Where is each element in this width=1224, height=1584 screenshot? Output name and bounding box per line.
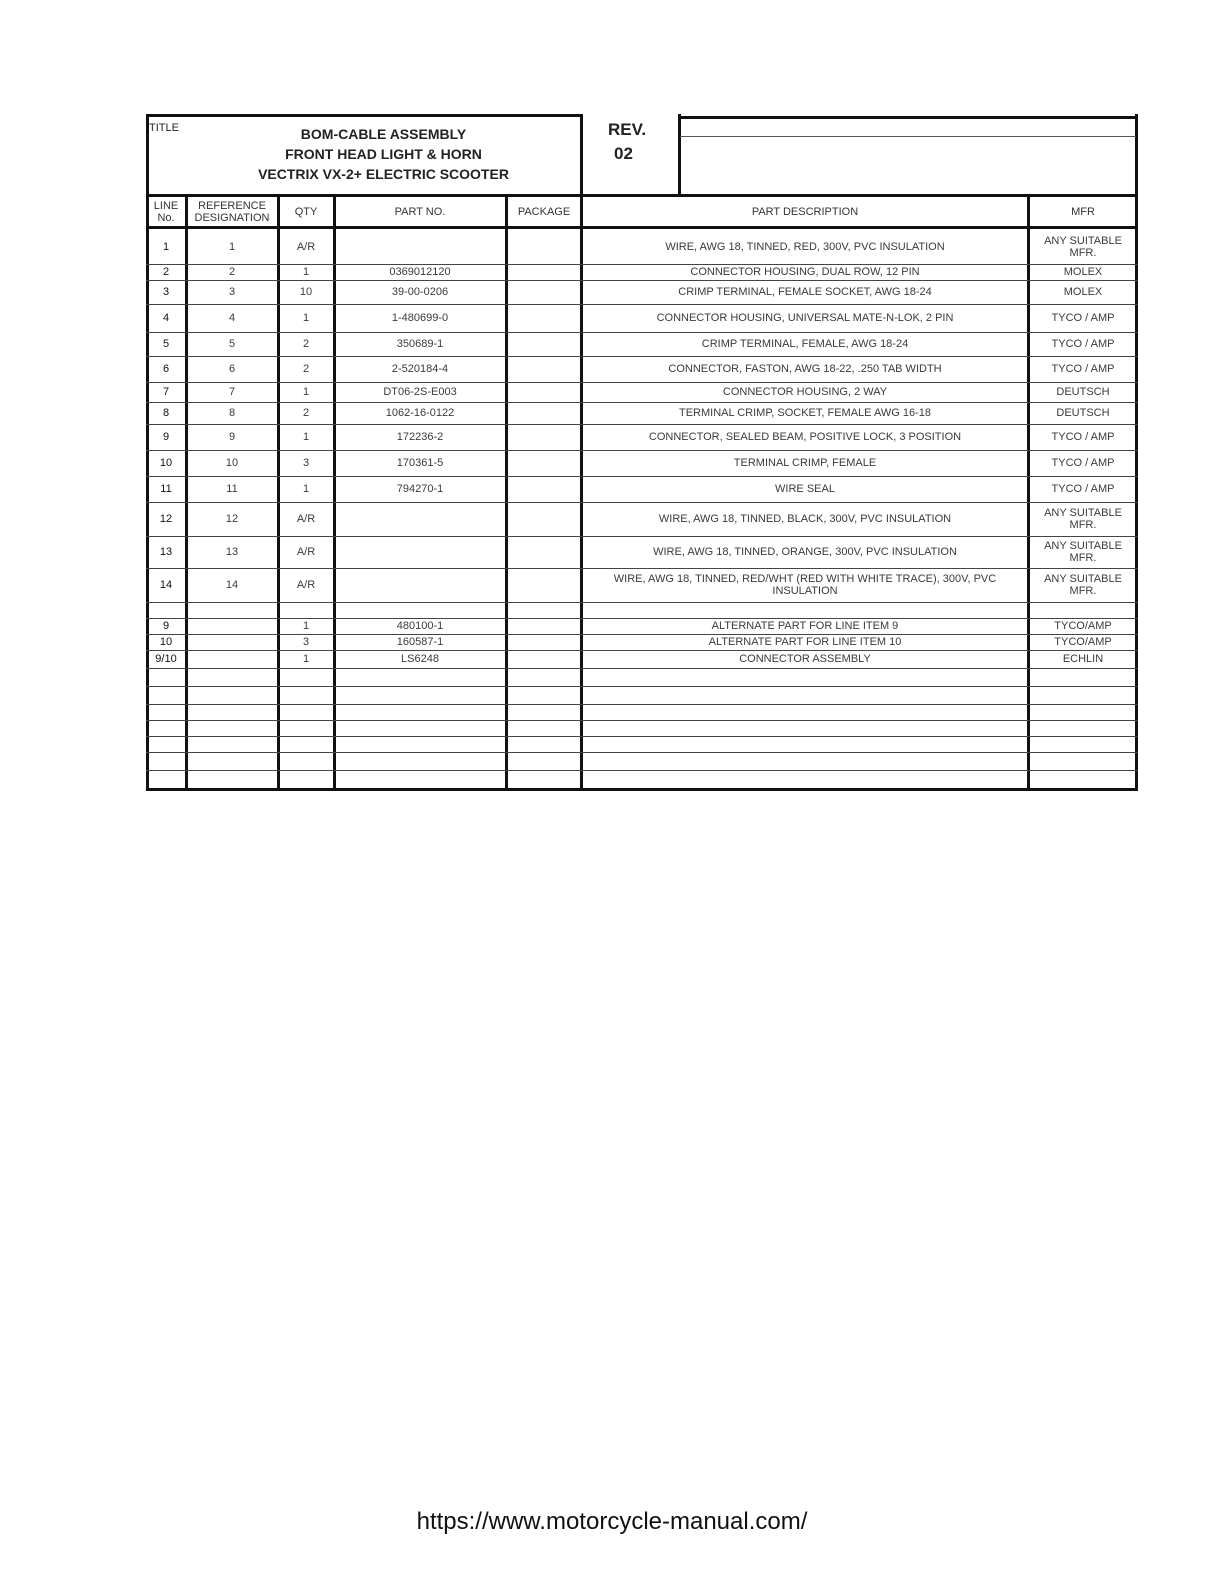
header-package: PACKAGE bbox=[517, 206, 571, 218]
table-cell-ref: 11 bbox=[226, 483, 238, 495]
header-part-no: PART NO. bbox=[394, 206, 446, 218]
table-cell-desc: CONNECTOR HOUSING, 2 WAY bbox=[722, 386, 888, 398]
table-cell-desc: CRIMP TERMINAL, FEMALE SOCKET, AWG 18-24 bbox=[678, 286, 932, 298]
table-cell-line: 1 bbox=[162, 241, 170, 253]
table-cell-part: 39-00-0206 bbox=[391, 286, 449, 298]
title-line-2: FRONT HEAD LIGHT & HORN bbox=[285, 146, 482, 162]
table-cell-line: 2 bbox=[162, 266, 170, 278]
table-cell-pkg bbox=[506, 264, 582, 280]
table-cell-desc bbox=[582, 602, 1028, 618]
table-cell-part: 1-480699-0 bbox=[391, 312, 449, 324]
title-label: TITLE bbox=[149, 122, 179, 134]
table-cell-qty: 1 bbox=[302, 620, 310, 632]
table-cell-desc: CRIMP TERMINAL, FEMALE, AWG 18-24 bbox=[701, 338, 909, 350]
table-cell-qty: A/R bbox=[296, 579, 316, 591]
grid-line bbox=[146, 686, 1138, 687]
table-cell-desc: CONNECTOR ASSEMBLY bbox=[739, 653, 871, 665]
table-cell-ref: 1 bbox=[228, 241, 236, 253]
grid-line bbox=[146, 720, 1138, 721]
table-cell-mfr: ECHLIN bbox=[1062, 653, 1104, 665]
table-cell-ref: 10 bbox=[225, 457, 239, 469]
table-cell-part: 172236-2 bbox=[396, 431, 444, 443]
table-cell-mfr: ANY SUITABLE MFR. bbox=[1044, 573, 1122, 597]
grid-line bbox=[146, 194, 1138, 197]
grid-line bbox=[146, 788, 1138, 791]
table-cell-desc: ALTERNATE PART FOR LINE ITEM 9 bbox=[711, 620, 899, 632]
table-cell-ref: 12 bbox=[225, 513, 239, 525]
table-cell-part: DT06-2S-E003 bbox=[383, 386, 457, 398]
grid-line bbox=[146, 402, 1138, 403]
table-cell-mfr bbox=[1028, 602, 1138, 618]
table-cell-desc: CONNECTOR, FASTON, AWG 18-22, .250 TAB WIDTH bbox=[668, 363, 942, 375]
table-cell-ref bbox=[186, 650, 278, 668]
document-title bbox=[206, 124, 561, 184]
grid-line bbox=[146, 382, 1138, 383]
table-cell-line: 12 bbox=[159, 513, 173, 525]
table-cell-line: 4 bbox=[162, 312, 170, 324]
table-cell-mfr: MOLEX bbox=[1063, 266, 1103, 278]
table-cell-part: LS6248 bbox=[401, 653, 439, 665]
footer-url[interactable]: https://www.motorcycle-manual.com/ bbox=[416, 1508, 808, 1535]
table-cell-ref: 8 bbox=[228, 407, 236, 419]
table-cell-pkg bbox=[506, 450, 582, 476]
table-cell-line: 8 bbox=[162, 407, 170, 419]
title-line-1: BOM-CABLE ASSEMBLY bbox=[300, 126, 467, 142]
grid-line bbox=[505, 194, 508, 790]
table-cell-mfr: TYCO / AMP bbox=[1051, 483, 1115, 495]
table-cell-desc: ALTERNATE PART FOR LINE ITEM 10 bbox=[708, 636, 902, 648]
table-cell-desc: WIRE, AWG 18, TINNED, ORANGE, 300V, PVC INSULATION bbox=[653, 546, 957, 558]
table-cell-pkg bbox=[506, 304, 582, 332]
table-cell-ref bbox=[186, 634, 278, 650]
table-cell-qty: 1 bbox=[302, 386, 310, 398]
table-cell-mfr: TYCO / AMP bbox=[1051, 338, 1115, 350]
rev-value: 02 bbox=[614, 144, 633, 163]
grid-line bbox=[146, 634, 1138, 635]
grid-line bbox=[146, 304, 1138, 305]
grid-line bbox=[146, 332, 1138, 333]
table-cell-qty: 1 bbox=[302, 312, 310, 324]
table-cell-pkg bbox=[506, 382, 582, 402]
table-cell-mfr: ANY SUITABLE MFR. bbox=[1044, 235, 1122, 259]
grid-line bbox=[146, 114, 582, 117]
table-cell-desc: WIRE, AWG 18, TINNED, RED/WHT (RED WITH WHITE TRACE), 300V, PVC INSULATION bbox=[613, 573, 997, 597]
table-cell-mfr: ANY SUITABLE MFR. bbox=[1044, 507, 1122, 531]
table-cell-desc: CONNECTOR HOUSING, UNIVERSAL MATE-N-LOK, 2 PIN bbox=[656, 312, 954, 324]
table-cell-part bbox=[334, 536, 506, 568]
table-cell-part: 160587-1 bbox=[396, 636, 444, 648]
table-cell-ref: 9 bbox=[228, 431, 236, 443]
table-cell-line: 11 bbox=[160, 483, 172, 495]
table-cell-line: 13 bbox=[159, 546, 173, 558]
grid-line bbox=[146, 568, 1138, 569]
table-cell-qty: 1 bbox=[302, 653, 310, 665]
table-cell-pkg bbox=[506, 634, 582, 650]
grid-line bbox=[277, 194, 280, 790]
grid-line bbox=[146, 770, 1138, 771]
table-cell-line: 5 bbox=[162, 338, 170, 350]
table-cell-line bbox=[146, 602, 186, 618]
table-cell-pkg bbox=[506, 568, 582, 602]
table-cell-line: 7 bbox=[162, 386, 170, 398]
table-cell-qty: 1 bbox=[302, 431, 310, 443]
table-cell-mfr: TYCO / AMP bbox=[1051, 363, 1115, 375]
table-cell-mfr: TYCO / AMP bbox=[1051, 312, 1115, 324]
table-cell-line: 9/10 bbox=[155, 653, 177, 665]
grid-line bbox=[678, 114, 681, 194]
table-cell-pkg bbox=[506, 280, 582, 304]
grid-line bbox=[580, 114, 583, 791]
table-cell-part bbox=[334, 568, 506, 602]
table-cell-part bbox=[334, 502, 506, 536]
table-cell-pkg bbox=[506, 424, 582, 450]
grid-line bbox=[146, 650, 1138, 651]
table-cell-part: 170361-5 bbox=[396, 457, 444, 469]
table-cell-qty: 2 bbox=[302, 363, 310, 375]
grid-line bbox=[146, 356, 1138, 357]
grid-line bbox=[146, 668, 1138, 669]
grid-line bbox=[680, 116, 1138, 119]
table-cell-part: 794270-1 bbox=[396, 483, 444, 495]
table-cell-desc: CONNECTOR, SEALED BEAM, POSITIVE LOCK, 3 POSITION bbox=[648, 431, 962, 443]
table-cell-line: 3 bbox=[162, 286, 170, 298]
table-cell-desc: TERMINAL CRIMP, SOCKET, FEMALE AWG 16-18 bbox=[678, 407, 932, 419]
table-cell-mfr: TYCO / AMP bbox=[1051, 431, 1115, 443]
grid-line bbox=[333, 194, 336, 790]
table-cell-mfr: TYCO/AMP bbox=[1054, 636, 1112, 648]
header-line: LINE No. bbox=[153, 200, 179, 224]
table-cell-mfr: DEUTSCH bbox=[1056, 407, 1110, 419]
table-cell-mfr: ANY SUITABLE MFR. bbox=[1044, 540, 1122, 564]
table-cell-pkg bbox=[506, 332, 582, 356]
table-cell-desc: WIRE SEAL bbox=[775, 483, 835, 495]
table-cell-qty: 3 bbox=[302, 457, 310, 469]
table-cell-ref: 6 bbox=[228, 363, 236, 375]
table-cell-qty: 1 bbox=[302, 483, 310, 495]
table-cell-part bbox=[334, 230, 506, 264]
table-cell-ref: 5 bbox=[228, 338, 236, 350]
grid-line bbox=[146, 280, 1138, 281]
table-cell-ref bbox=[186, 602, 278, 618]
table-cell-pkg bbox=[506, 602, 582, 618]
table-cell-qty: 2 bbox=[302, 407, 310, 419]
table-cell-qty: A/R bbox=[296, 513, 316, 525]
grid-line bbox=[146, 704, 1138, 705]
table-cell-line: 10 bbox=[159, 457, 173, 469]
table-cell-qty: 2 bbox=[302, 338, 310, 350]
table-cell-ref: 14 bbox=[225, 579, 239, 591]
table-cell-pkg bbox=[506, 356, 582, 382]
table-cell-qty: 1 bbox=[302, 266, 310, 278]
table-cell-pkg bbox=[506, 402, 582, 424]
table-cell-ref: 4 bbox=[228, 312, 236, 324]
rev-label: REV. bbox=[608, 120, 647, 139]
table-cell-ref: 7 bbox=[228, 386, 236, 398]
grid-line bbox=[146, 536, 1138, 537]
table-cell-mfr: TYCO/AMP bbox=[1054, 620, 1112, 632]
table-cell-pkg bbox=[506, 230, 582, 264]
header-reference: REFERENCE DESIGNATION bbox=[194, 200, 270, 224]
table-cell-ref: 3 bbox=[228, 286, 236, 298]
table-cell-pkg bbox=[506, 476, 582, 502]
table-cell-qty: 3 bbox=[302, 636, 310, 648]
grid-line bbox=[146, 264, 1138, 265]
table-cell-part: 1062-16-0122 bbox=[385, 407, 455, 419]
grid-line bbox=[680, 136, 1136, 137]
table-cell-pkg bbox=[506, 650, 582, 668]
table-cell-qty: 10 bbox=[299, 286, 313, 298]
table-cell-mfr: DEUTSCH bbox=[1056, 386, 1110, 398]
table-cell-pkg bbox=[506, 536, 582, 568]
table-cell-desc: CONNECTOR HOUSING, DUAL ROW, 12 PIN bbox=[690, 266, 920, 278]
table-cell-desc: WIRE, AWG 18, TINNED, RED, 300V, PVC INSULATION bbox=[665, 241, 945, 253]
table-cell-mfr: MOLEX bbox=[1063, 286, 1103, 298]
table-cell-line: 9 bbox=[162, 431, 170, 443]
table-cell-ref: 2 bbox=[228, 266, 236, 278]
table-cell-pkg bbox=[506, 502, 582, 536]
header-description: PART DESCRIPTION bbox=[751, 206, 859, 218]
table-cell-line: 9 bbox=[162, 620, 170, 632]
table-cell-mfr: TYCO / AMP bbox=[1051, 457, 1115, 469]
grid-line bbox=[146, 424, 1138, 425]
table-cell-ref bbox=[186, 618, 278, 634]
table-cell-desc: WIRE, AWG 18, TINNED, BLACK, 300V, PVC INSULATION bbox=[658, 513, 952, 525]
grid-line bbox=[1135, 114, 1138, 791]
grid-line bbox=[185, 194, 188, 790]
table-cell-line: 6 bbox=[162, 363, 170, 375]
grid-line bbox=[146, 450, 1138, 451]
table-cell-line: 14 bbox=[159, 579, 173, 591]
grid-line bbox=[146, 502, 1138, 503]
grid-line bbox=[146, 602, 1138, 603]
grid-line bbox=[146, 752, 1138, 753]
table-cell-part: 2-520184-4 bbox=[391, 363, 449, 375]
table-cell-qty: A/R bbox=[296, 241, 316, 253]
table-cell-part: 480100-1 bbox=[396, 620, 444, 632]
grid-line bbox=[146, 736, 1138, 737]
title-line-3: VECTRIX VX-2+ ELECTRIC SCOOTER bbox=[258, 166, 509, 182]
header-mfr: MFR bbox=[1071, 206, 1095, 218]
header-qty: QTY bbox=[294, 206, 318, 218]
grid-line bbox=[146, 114, 149, 791]
grid-line bbox=[1027, 194, 1030, 790]
table-cell-part: 0369012120 bbox=[389, 266, 451, 278]
table-cell-part: 350689-1 bbox=[396, 338, 444, 350]
grid-line bbox=[146, 226, 1138, 229]
table-cell-qty: A/R bbox=[296, 546, 316, 558]
table-cell-qty bbox=[278, 602, 334, 618]
table-cell-pkg bbox=[506, 618, 582, 634]
grid-line bbox=[146, 476, 1138, 477]
table-cell-desc: TERMINAL CRIMP, FEMALE bbox=[733, 457, 877, 469]
grid-line bbox=[146, 618, 1138, 619]
table-cell-part bbox=[334, 602, 506, 618]
table-cell-ref: 13 bbox=[225, 546, 239, 558]
revision-block bbox=[608, 118, 646, 166]
table-cell-line: 10 bbox=[159, 636, 173, 648]
